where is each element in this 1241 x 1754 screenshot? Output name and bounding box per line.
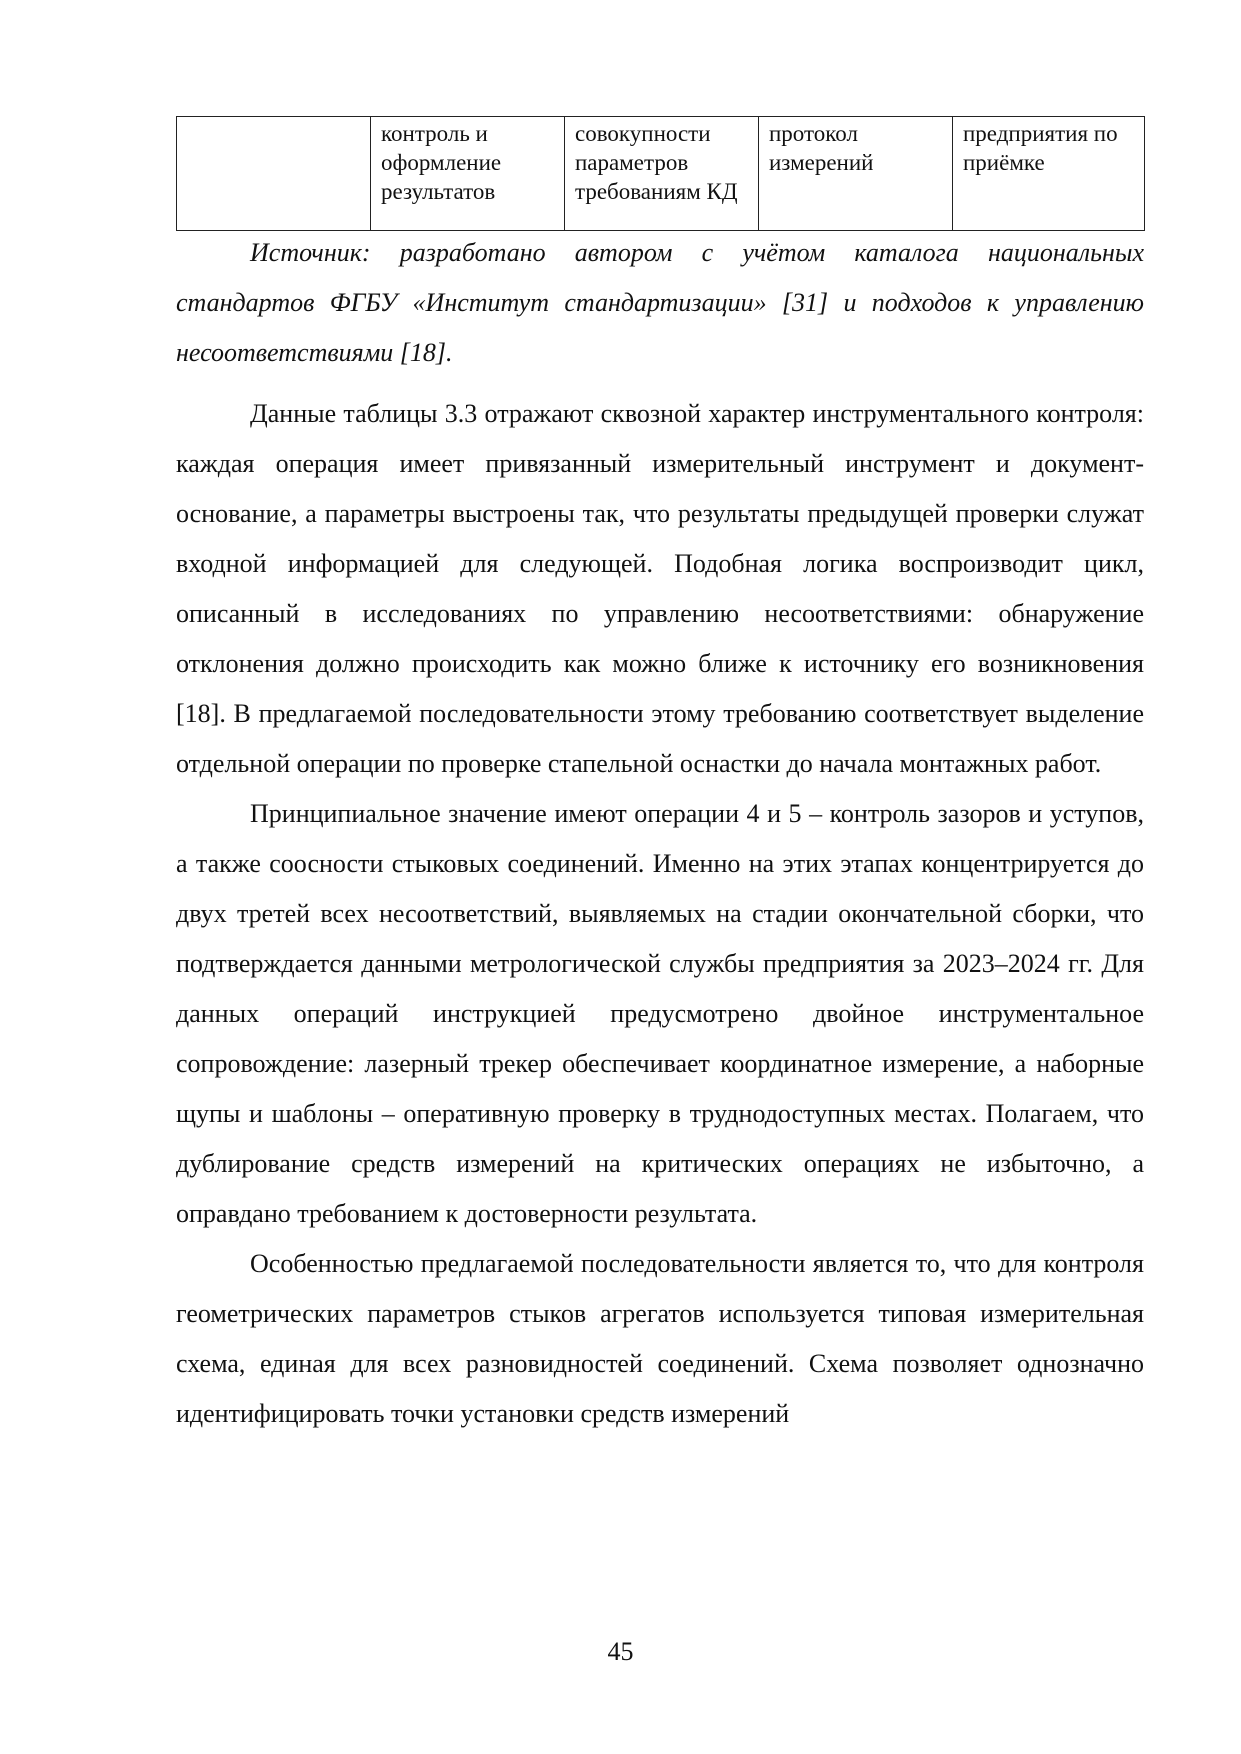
paragraph: Данные таблицы 3.3 отражают сквозной характер инструментального контроля: каждая операция имеет привязанный измерительный инструмент и документ-основание, а параметры выстроены так, что результаты предыдущей проверки служат входной информацией для следующей. Подобная логика воспроизводит цикл, описанный в исследованиях по управлению несоответствиями: обнаружение отклонения должно происходить как можно ближе к источнику его возникновения [18]. В предлагаемой последовательности этому требованию соответствует выделение отдельной операции по проверке стапельной оснастки до начала монтажных работ. xyxy=(176,399,1144,778)
table-source-note: Источник: разработано автором с учётом каталога национальных стандартов ФГБУ «Институт стандартизации» [31] и подходов к управлению несоответствиями [18]. xyxy=(176,238,1144,367)
paragraph: Принципиальное значение имеют операции 4 и 5 – контроль зазоров и уступов, а также соосности стыковых соединений. Именно на этих этапах концентрируется до двух третей всех несоответствий, выявляемых на стадии окончательной сборки, что подтверждается данными метрологической службы предприятия за 2023–2024 гг. Для данных операций инструкцией предусмотрено двойное инструментальное сопровождение: лазерный трекер обеспечивает координатное измерение, а наборные щупы и шаблоны – оперативную проверку в труднодоступных местах. Полагаем, что дублирование средств измерений на критических операциях не избыточно, а оправдано требованием к достоверности результата. xyxy=(176,799,1144,1228)
body-text xyxy=(176,389,1144,1439)
table-cell: протокол измерений xyxy=(759,117,953,231)
table-fragment xyxy=(176,116,1145,231)
table-cell xyxy=(177,117,371,231)
page-number: 45 xyxy=(607,1637,634,1666)
table-cell: контроль и оформление результатов xyxy=(371,117,565,231)
table-cell: предприятия по приёмке xyxy=(953,117,1145,231)
table-cell: совокупности параметров требованиям КД xyxy=(565,117,759,231)
table-row xyxy=(177,117,1145,231)
paragraph: Особенностью предлагаемой последовательности является то, что для контроля геометрических параметров стыков агрегатов используется типовая измерительная схема, единая для всех разновидностей соединений. Схема позволяет однозначно идентифицировать точки установки средств измерений xyxy=(176,1249,1144,1428)
